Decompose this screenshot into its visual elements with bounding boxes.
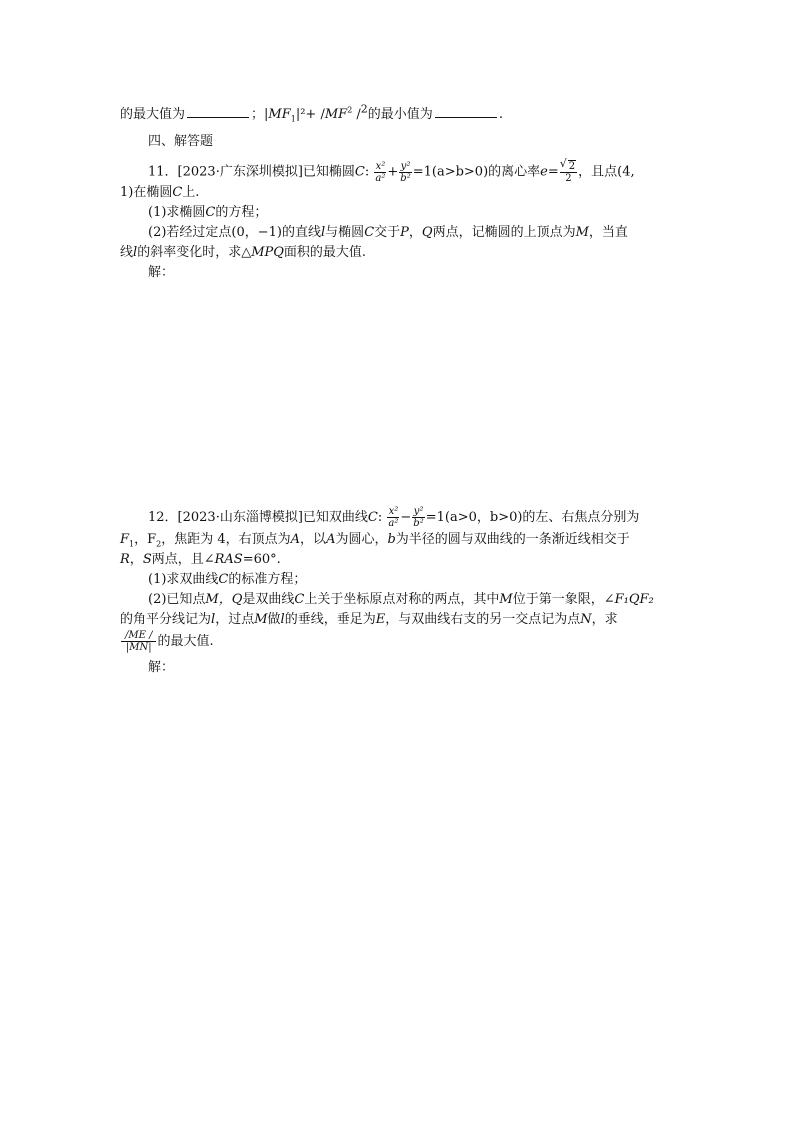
text: ，过点	[215, 612, 255, 627]
text: M	[575, 225, 589, 240]
text: MF	[268, 107, 291, 122]
text: l	[211, 612, 216, 627]
text: 的最大值为	[120, 107, 186, 122]
text: +	[387, 164, 399, 180]
text: 的角平分线记为	[120, 612, 212, 627]
answer-blank-1[interactable]	[187, 107, 249, 118]
fraction	[374, 161, 386, 184]
text: S	[142, 552, 152, 567]
text: F	[120, 532, 130, 547]
text: 做	[267, 612, 281, 627]
q12-part-2-cont	[120, 612, 618, 628]
q11-answer-label: 解：	[148, 265, 175, 280]
fraction	[412, 506, 424, 529]
text: ，与双曲线右支的另一交点记为点	[385, 612, 581, 627]
q11-line-1	[148, 160, 635, 184]
text: MPQ	[251, 245, 284, 260]
text: /	[352, 107, 361, 122]
text: R	[120, 552, 130, 567]
text: ，焦距为 4，右顶点为	[161, 532, 291, 547]
text: 的最小值为	[367, 107, 433, 122]
text: [2023·山东淄博模拟]已知双曲线	[177, 510, 368, 525]
text: 线	[120, 245, 134, 260]
text: =	[547, 164, 559, 180]
text: b²	[413, 518, 424, 529]
text: 2	[347, 105, 353, 115]
text: A	[290, 532, 301, 547]
text: 2	[360, 102, 368, 116]
text: C	[364, 225, 375, 240]
q11-part-1	[148, 205, 267, 221]
text: l	[280, 612, 285, 627]
text: ；|	[251, 107, 269, 122]
q12-answer-label: 解：	[148, 660, 175, 675]
q12-part-1	[148, 572, 306, 588]
text: y²	[413, 506, 424, 517]
text: P	[400, 225, 409, 240]
text: 是双曲线	[242, 592, 295, 607]
text: M	[254, 612, 268, 627]
text: :	[377, 510, 383, 525]
text: (1)求双曲线	[148, 572, 219, 587]
text: 的垂线，垂足为	[284, 612, 376, 627]
text: C	[367, 510, 378, 525]
text: |MN|	[125, 642, 152, 653]
text: 1	[129, 539, 135, 549]
text: 两点，记椭圆的上顶点为	[432, 225, 576, 240]
text: 为圆心，	[335, 532, 388, 547]
q12-number: 12．	[148, 510, 178, 525]
text: F₁QF₂	[614, 592, 654, 607]
text: y²	[400, 160, 411, 172]
text: MF	[324, 107, 348, 122]
text: A	[326, 532, 336, 547]
text: 与椭圆	[325, 225, 365, 240]
text: E	[375, 612, 386, 627]
q12-part-2-fraction-line	[120, 630, 214, 653]
text: a²	[388, 518, 399, 529]
text: |²+ /	[295, 107, 325, 122]
text: e	[540, 164, 548, 180]
text: l	[133, 245, 138, 260]
fraction	[387, 506, 399, 529]
fraction-me-mn	[121, 630, 156, 653]
text: 上.	[182, 185, 200, 200]
text: .	[498, 107, 503, 122]
text: N	[580, 612, 592, 627]
line-top	[120, 102, 503, 124]
text: C	[205, 205, 216, 220]
text: 面积的最大值.	[283, 245, 367, 260]
section-title: 四、解答题	[148, 134, 214, 149]
text: 1	[290, 114, 296, 124]
text: 的标准方程；	[228, 572, 307, 587]
text: a²	[375, 172, 386, 184]
text: (2)已知点	[148, 592, 206, 607]
text: b	[387, 532, 396, 547]
q12-line-3	[120, 552, 281, 568]
text: ，求	[591, 612, 618, 627]
text: M	[499, 592, 513, 607]
text: 的方程；	[215, 205, 268, 220]
q12-line-1	[148, 506, 639, 529]
text: 位于第一象限，∠	[512, 592, 615, 607]
text: =1(a>b>0)的离心率	[412, 164, 541, 180]
q12-line-2	[120, 532, 630, 548]
q11-part-2	[148, 225, 628, 241]
text: x²	[388, 506, 399, 517]
text: ，以	[300, 532, 327, 547]
text: C	[294, 592, 305, 607]
text: (1)求椭圆	[148, 205, 206, 220]
text: 交于	[374, 225, 401, 240]
text: RAS	[214, 552, 243, 567]
q11-number: 11．	[148, 164, 178, 180]
text: 的斜率变化时，求△	[137, 245, 252, 260]
text: Q	[421, 225, 433, 240]
q12-part-2	[148, 592, 654, 608]
text: =1(a>0，b>0)的左、右焦点分别为	[425, 510, 640, 525]
text: l	[321, 225, 326, 240]
text: ，且点(4,	[578, 164, 635, 180]
text: (2)若经过定点(0，−1)的直线	[148, 225, 321, 240]
text: 1)在椭圆	[120, 185, 173, 200]
text: C	[354, 164, 365, 180]
text: −	[400, 510, 412, 525]
text: √ 2	[568, 160, 576, 172]
text: ，当直	[588, 225, 628, 240]
text: x²	[375, 160, 386, 172]
fraction	[560, 160, 577, 184]
text: 2	[565, 173, 572, 184]
text: C	[172, 185, 183, 200]
text: :	[364, 164, 370, 180]
text: [2023·广东深圳模拟]已知椭圆	[177, 164, 355, 180]
fraction	[399, 161, 411, 184]
text: ，F	[134, 532, 157, 547]
text: 为半径的圆与双曲线的一条渐近线相交于	[395, 532, 630, 547]
text: 两点，且∠	[151, 552, 215, 567]
q11-line-2	[120, 185, 199, 201]
answer-blank-2[interactable]	[435, 107, 497, 118]
text: M，Q	[205, 592, 243, 607]
text: =60°.	[242, 552, 281, 567]
text: 的最大值.	[157, 634, 214, 649]
text: 2	[156, 539, 162, 549]
text: ，	[129, 552, 143, 567]
text: /ME /	[121, 630, 156, 642]
text: 上关于坐标原点对称的两点，其中	[304, 592, 500, 607]
text: b²	[400, 172, 411, 184]
text: C	[218, 572, 229, 587]
text: ，	[408, 225, 422, 240]
q11-part-2-cont	[120, 245, 366, 261]
